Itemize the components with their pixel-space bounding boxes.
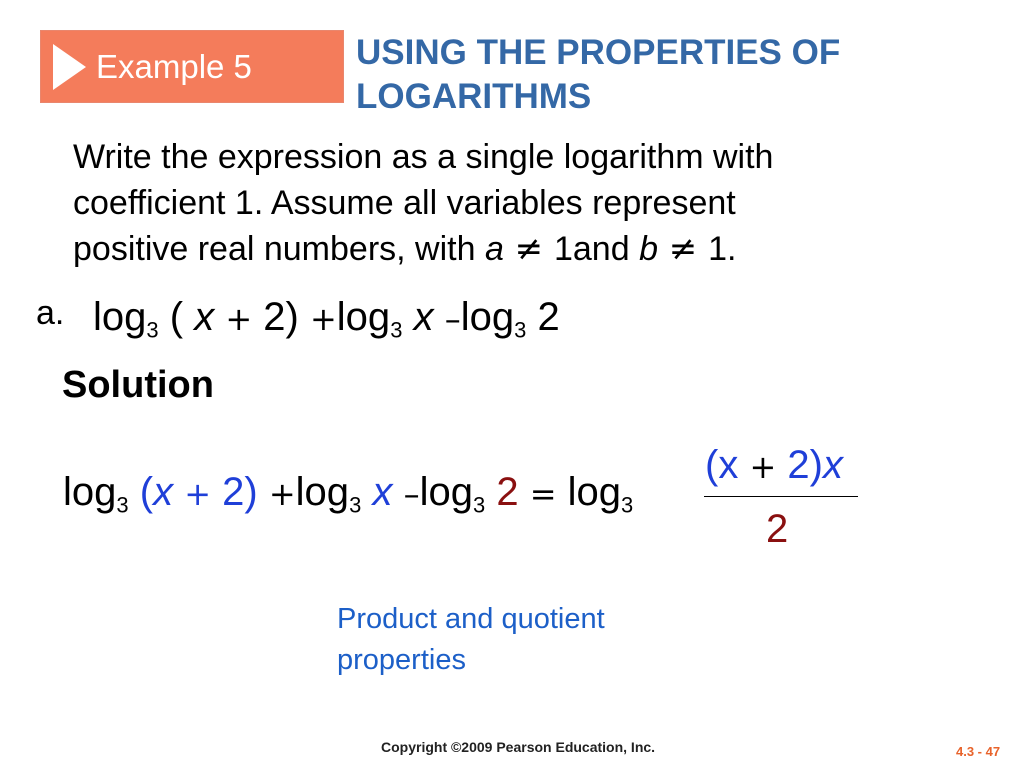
title-line-2: LOGARITHMS xyxy=(356,77,592,116)
two-right-paren: 2) xyxy=(222,470,258,514)
problem-statement xyxy=(73,134,973,272)
part-a-label: a. xyxy=(36,294,65,332)
prompt-end: 1. xyxy=(708,230,737,268)
minus-sign: – xyxy=(444,300,461,338)
page-number: 4.3 - 47 xyxy=(956,744,1001,759)
log-base: 3 xyxy=(146,317,159,343)
log: log xyxy=(336,295,391,339)
log: log xyxy=(567,470,622,514)
log-base: 3 xyxy=(349,492,362,518)
solution-heading: Solution xyxy=(62,364,214,406)
part-a-expression xyxy=(93,295,560,343)
property-note xyxy=(337,599,677,681)
title-line-1: USING THE PROPERTIES OF xyxy=(356,33,841,72)
log: log xyxy=(63,470,117,514)
prompt-line-1: Write the expression as a single logarithm with xyxy=(73,138,774,176)
example-label: Example 5 xyxy=(96,48,252,85)
variable-a: a xyxy=(484,230,504,268)
plus-sign: + xyxy=(184,475,212,513)
log-base: 3 xyxy=(514,317,527,343)
example-badge xyxy=(40,30,344,103)
log: log xyxy=(295,470,350,514)
prompt-line-2: coefficient 1. Assume all variables represent xyxy=(73,184,736,222)
not-equal-sign: ≠ xyxy=(503,229,554,269)
two-right-paren: 2) xyxy=(263,295,299,339)
minus-sign: – xyxy=(403,475,420,513)
plus-sign: + xyxy=(749,448,777,486)
left-paren: ( xyxy=(705,443,719,487)
plus-sign: + xyxy=(309,300,337,338)
plus-sign: + xyxy=(225,300,253,338)
constant-two: 2 xyxy=(537,295,560,339)
variable-x: x xyxy=(153,470,174,514)
note-line-2: properties xyxy=(337,644,466,676)
copyright-notice: Copyright ©2009 Pearson Education, Inc. xyxy=(381,739,656,755)
left-paren: ( xyxy=(139,470,154,514)
fraction-denominator: 2 xyxy=(766,507,789,551)
variable-x: x xyxy=(194,295,215,339)
note-line-1: Product and quotient xyxy=(337,603,605,635)
play-arrow-icon xyxy=(53,44,86,90)
not-equal-sign: ≠ xyxy=(658,229,709,269)
log-base: 3 xyxy=(472,492,486,518)
variable-x: x xyxy=(822,443,843,487)
prompt-one-and: 1and xyxy=(553,230,640,268)
log-base: 3 xyxy=(116,492,129,518)
log: log xyxy=(93,295,147,339)
variable-x: x xyxy=(718,443,739,487)
left-paren: ( xyxy=(169,295,184,339)
log: log xyxy=(460,295,515,339)
two-right-paren: 2) xyxy=(787,443,823,487)
log: log xyxy=(419,470,473,514)
variable-b: b xyxy=(639,230,658,268)
variable-x: x xyxy=(413,295,434,339)
prompt-line-3-start: positive real numbers, with xyxy=(73,230,485,268)
log-base: 3 xyxy=(621,492,634,518)
variable-x: x xyxy=(372,470,393,514)
fraction-bar xyxy=(704,496,858,497)
solution-expression xyxy=(63,470,634,518)
plus-sign: + xyxy=(268,475,296,513)
constant-two: 2 xyxy=(496,470,519,514)
log-base: 3 xyxy=(390,317,403,343)
equals-sign: = xyxy=(529,475,557,513)
prompt-line-3 xyxy=(73,226,973,272)
slide-title xyxy=(356,31,996,119)
fraction-numerator xyxy=(705,443,843,488)
